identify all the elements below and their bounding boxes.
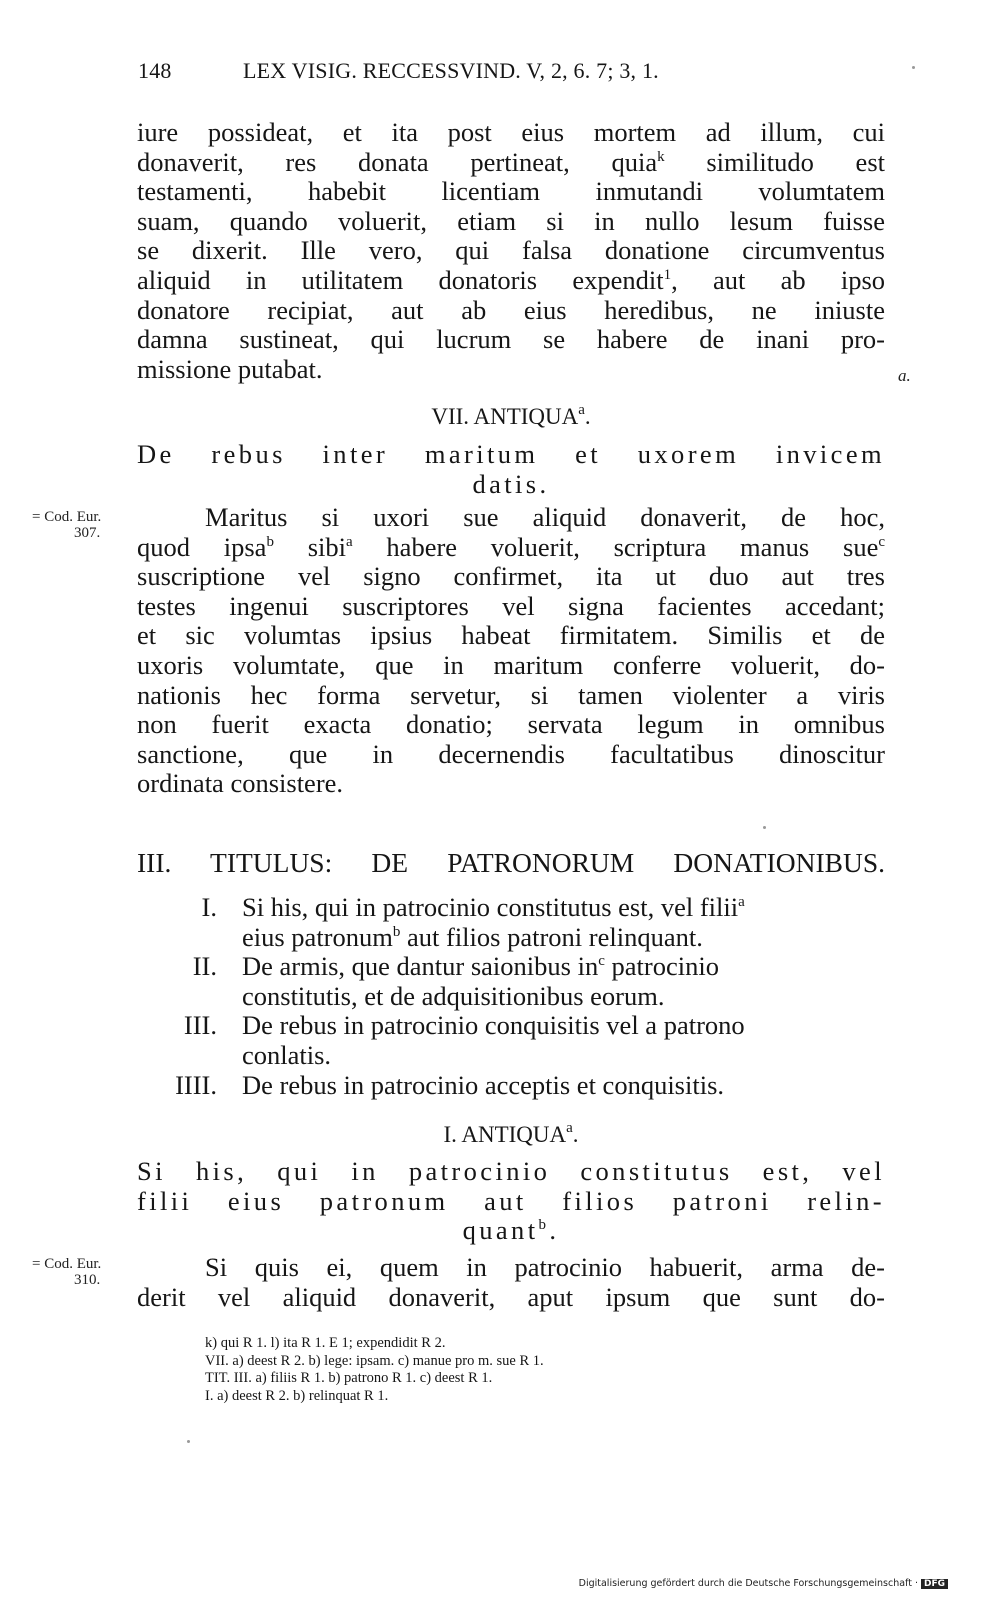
law1-title bbox=[137, 1157, 885, 1246]
scan-speck bbox=[912, 66, 915, 69]
law7-heading-sup: a bbox=[578, 402, 585, 418]
text-line: et sic volumtas ipsius habeat firmitatem. Similis et de bbox=[137, 620, 885, 651]
footnote-marker: b bbox=[392, 923, 401, 940]
footnote-marker: b bbox=[266, 533, 274, 550]
toc-line: conlatis. bbox=[242, 1040, 332, 1070]
toc-line: De rebus in patrocinio conquisitis vel a patrono bbox=[242, 1010, 745, 1041]
toc-line: Si his, qui in patrocinio constitutus est, vel filii$^a$ bbox=[242, 892, 745, 922]
text-line: sanctione, que in decernendis facultatibus dinoscitur bbox=[137, 738, 885, 769]
law1-text bbox=[137, 1253, 885, 1312]
running-title: LEX VISIG. RECCESSVIND. V, 2, 6. 7; 3, 1. bbox=[243, 58, 659, 83]
margin-note-a: a. bbox=[898, 366, 911, 385]
footnote-marker: a bbox=[346, 533, 353, 550]
footnote-marker: k bbox=[657, 148, 665, 165]
law1-heading: I. ANTIQUA$^a$. bbox=[443, 1120, 579, 1147]
law7-heading-text: VII. ANTIQUA bbox=[431, 404, 579, 429]
law7-title-line: De rebus inter maritum et uxorem invicem bbox=[137, 439, 885, 469]
text-line: donaverit, res donata pertineat, quia$^k$ similitudo est bbox=[137, 146, 885, 177]
law7-title-line: datis. bbox=[472, 468, 550, 499]
text-line: iure possideat, et ita post eius mortem ad illum, cui bbox=[137, 117, 885, 147]
text-line: non fuerit exacta donatio; servata legum in omnibus bbox=[137, 709, 885, 740]
text-line: suscriptione vel signo confirmet, ita ut duo aut tres bbox=[137, 561, 885, 592]
digitization-credit bbox=[579, 1578, 948, 1589]
law1-title-line: Si his, qui in patrocinio constitutus est, vel bbox=[137, 1156, 885, 1186]
text-line: uxoris volumtate, que in maritum conferre voluerit, do- bbox=[137, 649, 885, 680]
law1-title-line: filii eius patronum aut filios patroni relin- bbox=[137, 1185, 885, 1216]
text-line: Maritus si uxori sue aliquid donaverit, de hoc, bbox=[205, 502, 885, 532]
text-line: Si quis ei, quem in patrocinio habuerit, arma de- bbox=[205, 1252, 885, 1282]
text-line: damna sustineat, qui lucrum se habere de inani pro- bbox=[137, 324, 885, 355]
text-line: nationis hec forma servetur, si tamen violenter a viris bbox=[137, 679, 885, 710]
law1-heading-text: I. ANTIQUA bbox=[443, 1122, 567, 1147]
margin-ref-cod-eur-307 bbox=[32, 509, 101, 541]
text-line: se dixerit. Ille vero, qui falsa donatione circumventus bbox=[137, 235, 885, 266]
law7-title bbox=[137, 440, 885, 499]
footnote-marker: c bbox=[598, 953, 605, 970]
footnote-marker: b bbox=[538, 1217, 550, 1234]
footnote-line: TIT. III. a) filiis R 1. b) patrono R 1. c) deest R 1. bbox=[205, 1370, 493, 1387]
toc-number: III. bbox=[183, 1010, 217, 1041]
text-line: aliquid in utilitatem donatoris expendit$^1$, aut ab ipso bbox=[137, 264, 886, 295]
text-line: missione putabat. bbox=[137, 353, 323, 384]
footnotes bbox=[205, 1335, 544, 1405]
scan-speck bbox=[187, 1440, 190, 1443]
toc-line: De rebus in patrocinio acceptis et conquisitis. bbox=[242, 1069, 725, 1100]
titulus-contents bbox=[137, 893, 897, 1133]
footnote-line: I. a) deest R 2. b) relinquat R 1. bbox=[205, 1387, 389, 1404]
law1-heading-sup: a bbox=[566, 1120, 573, 1136]
margin-ref-label: = Cod. Eur. bbox=[32, 509, 102, 525]
toc-line: De armis, que dantur saionibus $in^c$ patrocinio bbox=[242, 951, 719, 982]
toc-number: I. bbox=[201, 892, 217, 922]
footnote-marker: c bbox=[878, 533, 885, 550]
margin-ref-label: = Cod. Eur. bbox=[32, 1256, 102, 1272]
footnote-marker: 1 bbox=[663, 266, 672, 283]
law7-heading: VII. ANTIQUA$^a$. bbox=[431, 402, 591, 429]
law1-title-line: quant$^b$. bbox=[462, 1215, 560, 1246]
text-line: testamenti, habebit licentiam inmutandi volumtatem bbox=[137, 176, 885, 207]
text-line: quod ipsa$^b$ sibi$^a$ habere voluerit, scriptura manus sue$^c$ bbox=[137, 531, 885, 562]
toc-number: IIII. bbox=[175, 1069, 217, 1100]
titulus-heading: III. TITULUS: DE PATRONORUM DONATIONIBUS. bbox=[137, 847, 885, 878]
credit-text: Digitalisierung gefördert durch die Deutsche Forschungsgemeinschaft · bbox=[578, 1578, 918, 1589]
toc-line: eius patronum$^b$ aut filios patroni relinquant. bbox=[242, 921, 703, 952]
footnote-line: k) qui R 1. l) ita R 1. E 1; expendidit R 2. bbox=[205, 1335, 446, 1351]
text-line: donatore recipiat, aut ab eius heredibus, ne iniuste bbox=[137, 294, 885, 325]
toc-number: II. bbox=[192, 951, 217, 982]
dfg-logo: DFG bbox=[921, 1579, 948, 1589]
text-line: testes ingenui suscriptores vel signa facientes accedant; bbox=[137, 590, 885, 621]
text-line: derit vel aliquid donaverit, aput ipsum que sunt do- bbox=[137, 1281, 885, 1312]
text-line: ordinata consistere. bbox=[137, 768, 344, 799]
margin-ref-number: 307. bbox=[74, 525, 101, 541]
law6-continuation bbox=[137, 118, 885, 384]
page-number: 148 bbox=[138, 58, 172, 83]
margin-ref-cod-eur-310 bbox=[32, 1256, 101, 1288]
law7-text bbox=[137, 503, 885, 799]
footnote-line: VII. a) deest R 2. b) lege: ipsam. c) manue pro m. sue R 1. bbox=[205, 1352, 544, 1369]
text-line: suam, quando voluerit, etiam si in nullo lesum fuisse bbox=[137, 205, 885, 236]
footnote-marker: a bbox=[738, 894, 745, 910]
toc-line: constitutis, et de adquisitionibus eorum. bbox=[242, 980, 665, 1011]
scan-speck bbox=[763, 826, 766, 829]
margin-ref-number: 310. bbox=[74, 1272, 101, 1288]
